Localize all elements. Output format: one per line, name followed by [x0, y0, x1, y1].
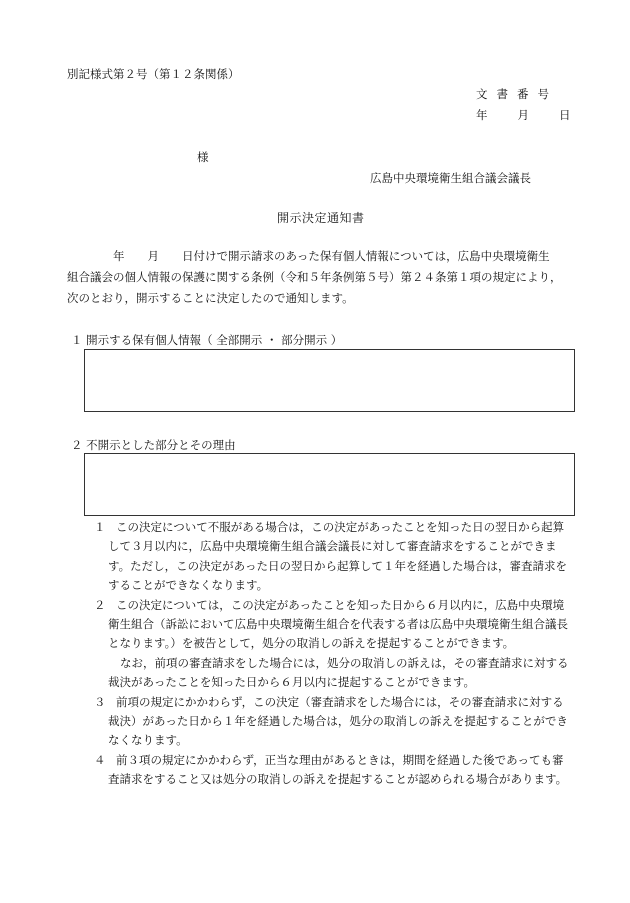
note-line: となります。）を被告として，処分の取消しの訴えを提起することができます。	[108, 636, 515, 651]
note-line: 裁決があったことを知った日から６月以内に提起することができます。	[108, 675, 475, 690]
body-paragraph	[67, 246, 575, 309]
date-year: 年	[476, 108, 488, 122]
document-title: 開示決定通知書	[277, 211, 365, 225]
note-line: す。ただし，この決定があった日の翌日から起算して１年を経過した場合は，審査請求を	[108, 558, 567, 573]
note-line: することができなくなります。	[108, 578, 269, 593]
addressee-suffix: 様	[197, 150, 209, 164]
note-line: 査請求をすること又は処分の取消しの訴えを提起することが認められる場合があります。	[108, 772, 568, 787]
issue-date	[476, 107, 571, 123]
section2-box	[84, 453, 575, 516]
note-line: なお，前項の審査請求をした場合には，処分の取消しの訴えは，その審査請求に対する	[120, 655, 569, 670]
body-line: 年 月 日付けで開示請求のあった保有個人情報については，広島中央環境衛生	[67, 249, 550, 263]
section1-box	[84, 349, 575, 412]
note-line: １ この決定について不服がある場合は，この決定があったことを知った日の翌日から起算	[92, 518, 576, 537]
note-number: ３	[94, 694, 106, 709]
section1-heading: １ 開示する保有個人情報（ 全部開示 ・ 部分開示 ）	[71, 333, 343, 347]
body-line: 組合議会の個人情報の保護に関する条例（令和５年条例第５号）第２４条第１項の規定により，	[67, 270, 562, 284]
note-number: ２	[94, 597, 106, 612]
body-line: 次のとおり，開示することに決定したので通知します。	[67, 291, 354, 305]
note-line: ２ この決定については，この決定があったことを知った日から６月以内に，広島中央環境	[92, 596, 576, 615]
note-line: ４ 前３項の規定にかかわらず，正当な理由があるときは，期間を経過した後であっても審	[92, 751, 576, 770]
note-number: １	[94, 520, 106, 534]
note-line: ３ 前項の規定にかかわらず，この決定（審査請求をした場合には，その審査請求に対する	[92, 693, 576, 712]
note-line: なくなります。	[108, 733, 188, 748]
note-line: して３月以内に，広島中央環境衛生組合議会議長に対して審査請求をすることができま	[108, 539, 557, 554]
notes-list	[92, 518, 576, 790]
document-number-label: 文書番号	[476, 87, 558, 101]
form-number: 別記様式第２号（第１２条関係）	[67, 67, 240, 81]
note-line: 裁決）があった日から１年を経過した場合は，処分の取消しの訴えを提起することができ	[108, 714, 568, 729]
note-number: ４	[94, 752, 106, 767]
section2-heading: ２ 不開示とした部分とその理由	[71, 438, 236, 452]
date-month: 月	[517, 108, 529, 122]
issuer-name: 広島中央環境衛生組合議会議長	[370, 171, 531, 185]
note-line: 衛生組合（訴訟において広島中央環境衛生組合を代表する者は広島中央環境衛生組合議長	[108, 617, 568, 632]
date-day: 日	[559, 108, 571, 122]
